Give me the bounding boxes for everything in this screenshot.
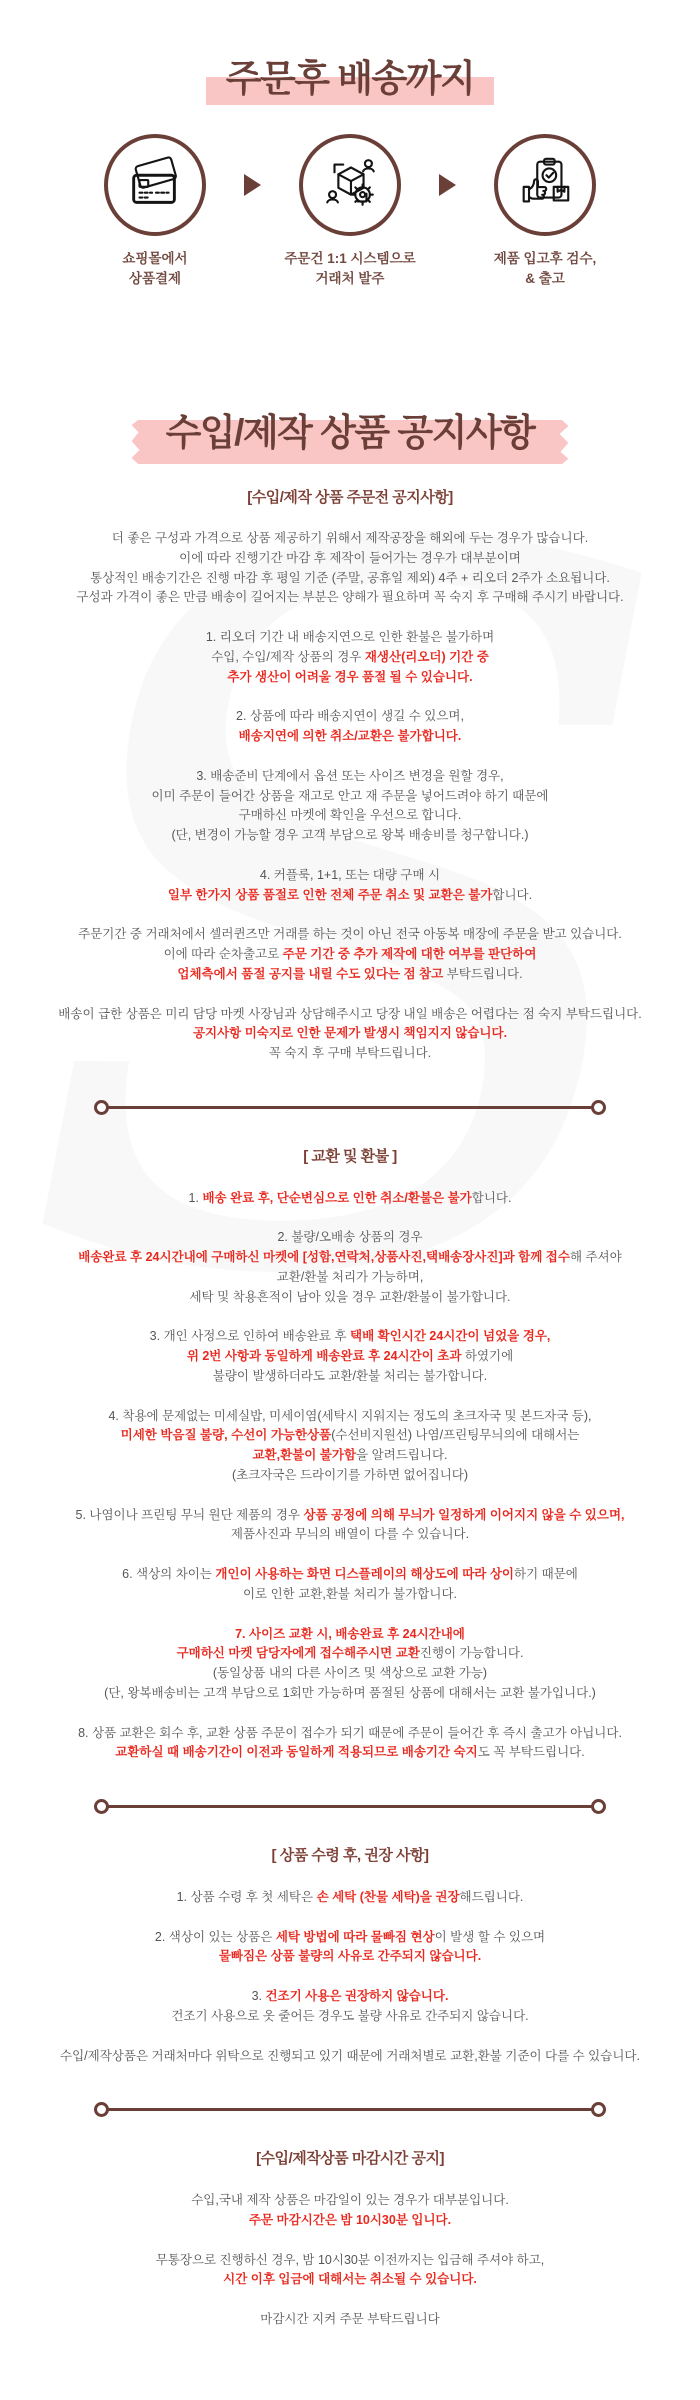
notice-section-deadline-notice	[0, 2147, 700, 2329]
notice-block	[30, 1888, 670, 1908]
notice-block	[30, 1506, 670, 1546]
emphasis-text: 배송완료 후 24시간내에 구매하신 마켓에 [성함,연락처,상품사진,택배송장사진]과 함께 접수	[78, 1250, 570, 1265]
notice-block	[30, 1189, 670, 1209]
arrow-right-icon	[439, 174, 456, 196]
emphasis-text: 손 세탁 (찬물 세탁)을 권장	[316, 1889, 460, 1904]
body-text: 합니다.	[471, 1190, 512, 1205]
section-heading-pre-order-notice: [수입/제작 상품 주문전 공지사항]	[247, 488, 453, 506]
notice-block	[30, 1565, 670, 1605]
divider-ring-left	[94, 1100, 109, 1115]
emphasis-text: 공지사항 미숙지로 인한 문제가 발생시 책임지지 않습니다.	[192, 1026, 508, 1041]
notice-section-after-receipt-recommendation	[0, 1844, 700, 2066]
emphasis-text: 일부 한가지 상품 품절로 인한 전체 주문 취소 및 교환은 불가	[167, 887, 493, 902]
step-inspect-ship-label-line2: & 출고	[525, 271, 565, 287]
notice-block	[30, 2047, 670, 2067]
emphasis-text: 교환하실 때 배송기간이 이전과 동일하게 적용되므로 배송기간 숙지	[115, 1745, 478, 1760]
notice-title-text: 수입/제작 상품 공지사항	[158, 402, 543, 456]
notice-block	[30, 925, 670, 984]
body-text: (수선비지원선) 나염/프린팅무늬의에 대해서는	[331, 1428, 580, 1443]
body-text: 하기 때문에	[514, 1567, 578, 1582]
body-text: 세탁 및 착용흔적이 남아 있을 경우 교환/환불이 불가합니다.	[189, 1289, 511, 1304]
step-payment-label-line1: 쇼핑몰에서	[122, 251, 188, 266]
step-order-system-label	[261, 249, 439, 290]
notice-block	[30, 1724, 670, 1764]
body-text: 이에 따라 진행기간 마감 후 제작이 들어가는 경우가 대부분이며	[179, 550, 521, 565]
divider-ring-right	[591, 1799, 606, 1814]
body-text: 진행이 가능합니다.	[419, 1646, 524, 1661]
page-title	[0, 48, 700, 102]
notice-block	[30, 2251, 670, 2291]
emphasis-text: 미세한 박음질 불량, 수선이 가능한상품	[120, 1428, 332, 1443]
notice-title	[0, 402, 700, 456]
notice-block	[30, 529, 670, 608]
body-text: 이미 주문이 들어간 상품을 재고로 안고 재 주문을 넣어드려야 하기 때문에	[151, 788, 549, 803]
body-text: 구매하신 마켓에 확인을 우선으로 합니다.	[238, 808, 462, 823]
step-payment-label	[66, 249, 244, 290]
emphasis-text: 개인이 사용하는 화면 디스플레이의 해상도에 따라 상이	[215, 1567, 514, 1582]
section-divider	[94, 1100, 606, 1115]
emphasis-text: 7. 사이즈 교환 시, 배송완료 후 24시간내에	[235, 1626, 465, 1641]
notice-block	[30, 1005, 670, 1064]
emphasis-text: 업체측에서 품절 공지를 내릴 수도 있다는 점 참고	[177, 966, 444, 981]
section-heading-deadline-notice: [수입/제작상품 마감시간 공지]	[256, 2150, 444, 2168]
body-text: 수입/제작상품은 거래처마다 위탁으로 진행되고 있기 때문에 거래처별로 교환,환불 기준이 다를 수 있습니다.	[60, 2048, 640, 2063]
arrow-right-icon	[244, 174, 261, 196]
body-text: 불량이 발생하더라도 교환/환불 처리는 불가합니다.	[212, 1368, 488, 1383]
divider-ring-left	[94, 2102, 109, 2117]
body-text: 5. 나염이나 프린팅 무늬 원단 제품의 경우	[75, 1507, 304, 1522]
emphasis-text: 주문 마감시간은 밤 10시30분 입니다.	[248, 2212, 452, 2227]
emphasis-text: 교환,환불이 불가함	[252, 1448, 357, 1463]
body-text: 마감시간 지켜 주문 부탁드립니다	[260, 2312, 440, 2326]
emphasis-text: 구매하신 마켓 담당자에게 접수해주시면 교환	[176, 1646, 420, 1661]
body-text: 해 주셔야	[569, 1250, 622, 1265]
body-text: 3.	[251, 1989, 266, 2004]
emphasis-text: 건조기 사용은 권장하지 않습니다.	[265, 1989, 449, 2004]
body-text: 2. 상품에 따라 배송지연이 생길 수 있으며,	[236, 709, 464, 724]
divider-line	[108, 2108, 592, 2111]
step-inspect-ship-label-line1: 제품 입고후 검수,	[493, 251, 597, 266]
emphasis-text: 택배 확인시간 24시간이 넘었을 경우,	[350, 1329, 551, 1344]
notice-section-pre-order-notice	[0, 486, 700, 1064]
step-order-system-label-line1: 주문건 1:1 시스템으로	[284, 251, 416, 266]
body-text: 을 알려드립니다.	[356, 1448, 448, 1463]
notice-block	[30, 1407, 670, 1486]
body-text: 해드립니다.	[459, 1889, 524, 1904]
step-payment	[66, 134, 244, 290]
inspect-ship-icon	[514, 152, 576, 219]
body-text: 이 발생 할 수 있으며	[434, 1929, 546, 1944]
notice-block	[30, 1327, 670, 1386]
body-text: 도 꼭 부탁드립니다.	[477, 1745, 585, 1760]
emphasis-text: 위 2번 사항과 동일하게 배송완료 후 24시간이 초과	[186, 1349, 462, 1364]
body-text: 합니다.	[492, 887, 533, 902]
body-text: 8. 상품 교환은 회수 후, 교환 상품 주문이 접수가 되기 때문에 주문이 들어간 후 즉시 출고가 아닙니다.	[78, 1725, 622, 1740]
body-text: 부탁드립니다.	[443, 966, 523, 981]
notice-block	[30, 767, 670, 846]
step-payment-circle	[104, 134, 206, 236]
emphasis-text: 시간 이후 입금에 대해서는 취소될 수 있습니다.	[223, 2272, 477, 2287]
divider-ring-left	[94, 1799, 109, 1814]
body-text: 수입,국내 제작 상품은 마감일이 있는 경우가 대부분입니다.	[191, 2193, 509, 2207]
credit-card-icon	[124, 152, 186, 219]
body-text: 1. 상품 수령 후 첫 세탁은	[176, 1889, 317, 1904]
emphasis-text: 재생산(리오더) 기간 중	[364, 649, 489, 664]
divider-line	[108, 1106, 592, 1109]
notice-block	[30, 2310, 670, 2330]
body-text: (단, 변경이 가능할 경우 고객 부담으로 왕복 배송비를 청구합니다.)	[171, 828, 529, 843]
body-text: 배송이 급한 상품은 미리 담당 마켓 사장님과 상담해주시고 당장 내일 배송은 어렵다는 점 숙지 부탁드립니다.	[58, 1006, 642, 1021]
step-payment-label-line2: 상품결제	[128, 271, 182, 287]
step-order-system	[261, 134, 439, 290]
notice-block	[30, 1625, 670, 1704]
section-heading-after-receipt-recommendation: [ 상품 수령 후, 권장 사항]	[271, 1847, 429, 1865]
notice-block	[30, 707, 670, 747]
notice-content	[0, 48, 700, 2330]
body-text: 주문기간 중 거래처에서 셀러퀸즈만 거래를 하는 것이 아닌 전국 아동복 매장에 주문을 받고 있습니다.	[78, 927, 622, 942]
step-inspect-ship	[456, 134, 634, 290]
notice-block	[30, 866, 670, 906]
notice-block	[30, 628, 670, 687]
page-title-text: 주문후 배송까지	[218, 48, 482, 102]
step-inspect-ship-label	[456, 249, 634, 290]
emphasis-text: 배송지연에 의한 취소/교환은 불가합니다.	[238, 729, 462, 744]
emphasis-text: 주문 기간 중 추가 제작에 대한 여부를 판단하여	[282, 947, 537, 962]
notice-sections	[0, 486, 700, 2330]
body-text: 제품사진과 무늬의 배열이 다를 수 있습니다.	[230, 1527, 470, 1542]
body-text: 무통장으로 진행하신 경우, 밤 10시30분 이전까지는 입금해 주셔야 하고,	[155, 2252, 545, 2267]
body-text: 구성과 가격이 좋은 만큼 배송이 길어지는 부분은 양해가 필요하며 꼭 숙지 후 구매해 주시기 바랍니다.	[76, 590, 624, 605]
body-text: 건조기 사용으로 옷 줄어든 경우도 불량 사유로 간주되지 않습니다.	[171, 2008, 529, 2023]
body-text: 더 좋은 구성과 가격으로 상품 제공하기 위해서 제작공장을 해외에 두는 경우가 많습니다.	[111, 531, 589, 546]
body-text: 이로 인한 교환,환불 처리가 불가합니다.	[242, 1586, 458, 1601]
body-text: (초크자국은 드라이기를 가하면 없어집니다)	[231, 1467, 469, 1482]
body-text: 1.	[188, 1190, 203, 1205]
step-order-system-circle	[299, 134, 401, 236]
notice-block	[30, 1928, 670, 1968]
body-text: (동일상품 내의 다른 사이즈 및 색상으로 교환 가능)	[212, 1666, 488, 1681]
section-divider	[94, 2102, 606, 2117]
body-text: 꼭 숙지 후 구매 부탁드립니다.	[268, 1046, 432, 1061]
emphasis-text: 상품 공정에 의해 무늬가 일정하게 이어지지 않을 수 있으며,	[303, 1507, 625, 1522]
divider-ring-right	[591, 1100, 606, 1115]
notice-section-exchange-refund	[0, 1145, 700, 1763]
body-text: 수입, 수입/제작 상품의 경우	[211, 649, 365, 664]
emphasis-text: 세탁 방법에 따라 물빠짐 현상	[275, 1929, 435, 1944]
body-text: 3. 배송준비 단계에서 옵션 또는 사이즈 변경을 원할 경우,	[196, 768, 504, 783]
body-text: 통상적인 배송기간은 진행 마감 후 평일 기준 (주말, 공휴일 제외) 4주 + 리오더 2주가 소요됩니다.	[90, 570, 610, 585]
emphasis-text: 배송 완료 후, 단순변심으로 인한 취소/환불은 불가	[202, 1190, 472, 1205]
body-text: 2. 불량/오배송 상품의 경우	[277, 1230, 423, 1245]
body-text: 4. 착용에 문제없는 미세실밥, 미세이염(세탁시 지워지는 정도의 초크자국 및 본드자국 등),	[108, 1408, 592, 1423]
body-text: 6. 색상의 차이는	[122, 1567, 216, 1582]
section-divider	[94, 1799, 606, 1814]
order-system-icon	[319, 152, 381, 219]
body-text: 2. 색상이 있는 상품은	[154, 1929, 276, 1944]
body-text: 3. 개인 사정으로 인하여 배송완료 후	[149, 1329, 350, 1344]
step-order-system-label-line2: 거래처 발주	[315, 271, 385, 287]
divider-ring-right	[591, 2102, 606, 2117]
body-text: 이에 따라 순차출고로	[163, 947, 283, 962]
body-text: 하였기에	[461, 1349, 514, 1364]
body-text: (단, 왕복배송비는 고객 부담으로 1회만 가능하며 품절된 상품에 대해서는 교환 불가입니다.)	[104, 1685, 596, 1700]
step-inspect-ship-circle	[494, 134, 596, 236]
notice-block	[30, 1228, 670, 1307]
emphasis-text: 추가 생산이 어려울 경우 품절 될 수 있습니다.	[227, 669, 473, 684]
body-text: 교환/환불 처리가 가능하며,	[276, 1269, 424, 1284]
notice-block	[30, 1987, 670, 2027]
section-heading-exchange-refund: [ 교환 및 환불 ]	[303, 1147, 397, 1165]
emphasis-text: 물빠짐은 상품 불량의 사유로 간주되지 않습니다.	[218, 1949, 482, 1964]
body-text: 1. 리오더 기간 내 배송지연으로 인한 환불은 불가하며	[205, 630, 495, 645]
order-steps	[0, 134, 700, 290]
body-text: 4. 커플룩, 1+1, 또는 대량 구매 시	[259, 867, 441, 882]
notice-block	[30, 2191, 670, 2231]
divider-line	[108, 1805, 592, 1808]
